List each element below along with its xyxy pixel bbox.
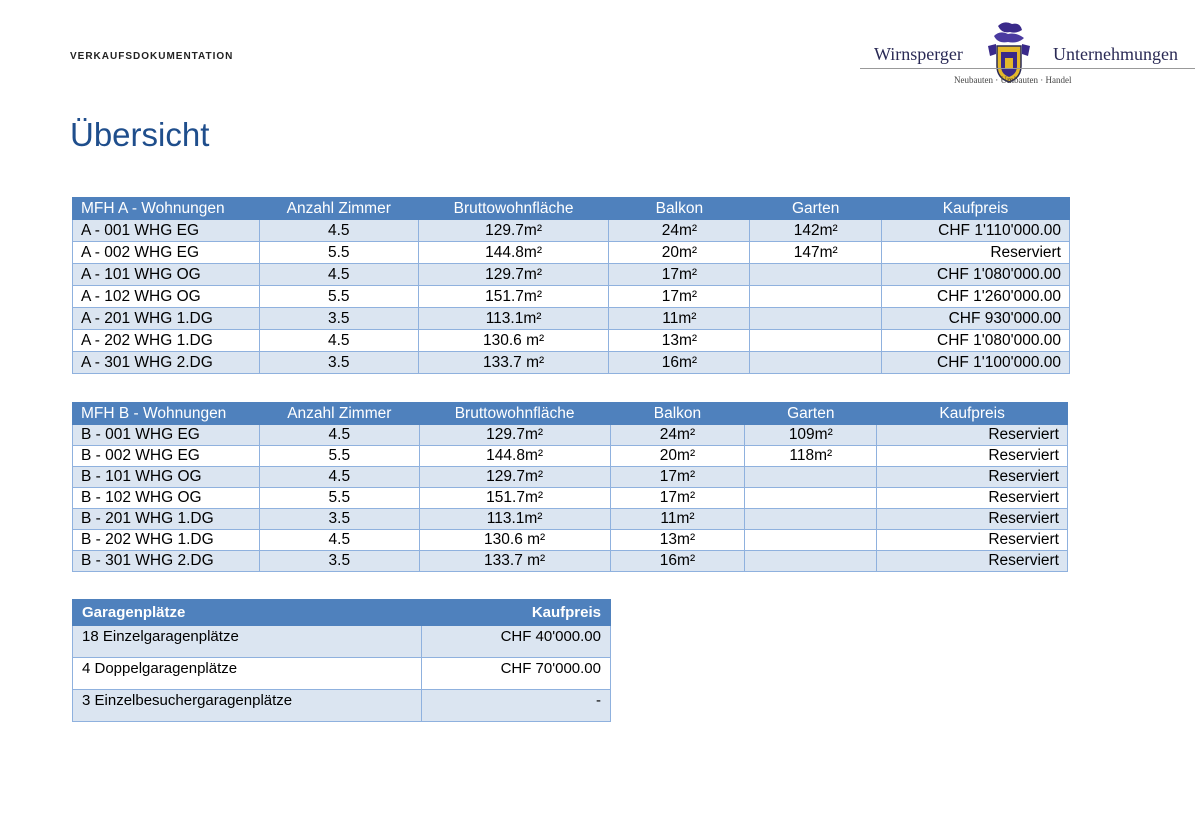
table-cell: - (422, 690, 611, 722)
table-cell: A - 301 WHG 2.DG (73, 352, 260, 374)
table-cell: 3.5 (259, 352, 418, 374)
table-cell: 17m² (609, 264, 750, 286)
table-cell: B - 301 WHG 2.DG (73, 551, 260, 572)
table-cell: 147m² (750, 242, 882, 264)
table-cell: 5.5 (259, 242, 418, 264)
table-cell: CHF 70'000.00 (422, 658, 611, 690)
table-cell: A - 102 WHG OG (73, 286, 260, 308)
table-row (73, 425, 1068, 446)
logo-divider (860, 68, 1195, 69)
table-cell: 20m² (609, 242, 750, 264)
logo-word-2: Unternehmungen (1053, 44, 1178, 64)
table-header-row (73, 198, 1070, 220)
column-header: Balkon (610, 403, 745, 425)
table-row (73, 330, 1070, 352)
table-cell: 18 Einzelgaragenplätze (73, 626, 422, 658)
table-cell: 11m² (610, 509, 745, 530)
table-cell: 4.5 (259, 220, 418, 242)
company-logo (860, 20, 1195, 90)
table-cell: Reserviert (877, 530, 1068, 551)
table-cell: 3.5 (259, 308, 418, 330)
table-row (73, 264, 1070, 286)
doc-label: VERKAUFSDOKUMENTATION (70, 51, 234, 62)
table-cell: 130.6 m² (418, 330, 609, 352)
column-header: Balkon (609, 198, 750, 220)
column-header: Bruttowohnfläche (418, 198, 609, 220)
column-header: MFH B - Wohnungen (73, 403, 260, 425)
table-cell: 20m² (610, 446, 745, 467)
column-header: Kaufpreis (422, 600, 611, 626)
column-header: Garten (745, 403, 877, 425)
table-cell: Reserviert (877, 425, 1068, 446)
table-cell: 113.1m² (418, 308, 609, 330)
column-header: Kaufpreis (882, 198, 1070, 220)
table-row (73, 509, 1068, 530)
table-row (73, 352, 1070, 374)
table-row (73, 242, 1070, 264)
table-cell: A - 201 WHG 1.DG (73, 308, 260, 330)
table-cell: 3 Einzelbesuchergaragenplätze (73, 690, 422, 722)
column-header: Anzahl Zimmer (259, 198, 418, 220)
table-cell: 5.5 (259, 488, 419, 509)
table-cell: 17m² (609, 286, 750, 308)
table-cell: 118m² (745, 446, 877, 467)
table-cell: 129.7m² (419, 467, 610, 488)
table-cell: Reserviert (877, 467, 1068, 488)
table-cell: CHF 40'000.00 (422, 626, 611, 658)
table-cell: B - 002 WHG EG (73, 446, 260, 467)
table-cell: 3.5 (259, 551, 419, 572)
column-header: Garten (750, 198, 882, 220)
table-cell: 109m² (745, 425, 877, 446)
table-row (73, 626, 611, 658)
table-cell: A - 002 WHG EG (73, 242, 260, 264)
table-cell: 4.5 (259, 264, 418, 286)
table-cell: 5.5 (259, 446, 419, 467)
table-cell: 113.1m² (419, 509, 610, 530)
table-cell: B - 202 WHG 1.DG (73, 530, 260, 551)
table-cell: 24m² (609, 220, 750, 242)
table-header-row (73, 403, 1068, 425)
table-mfh-a (72, 197, 1070, 374)
table-cell: 144.8m² (419, 446, 610, 467)
table-row (73, 467, 1068, 488)
table-cell: B - 101 WHG OG (73, 467, 260, 488)
table-cell (745, 530, 877, 551)
table-cell (750, 352, 882, 374)
table-cell: 4.5 (259, 467, 419, 488)
table-cell: 13m² (610, 530, 745, 551)
table-cell: 3.5 (259, 509, 419, 530)
table-cell: Reserviert (877, 488, 1068, 509)
column-header: Garagenplätze (73, 600, 422, 626)
column-header: Bruttowohnfläche (419, 403, 610, 425)
table-cell: 17m² (610, 488, 745, 509)
table-cell: 129.7m² (419, 425, 610, 446)
logo-word-1: Wirnsperger (874, 44, 963, 64)
table-mfh-b (72, 402, 1068, 572)
table-cell: Reserviert (882, 242, 1070, 264)
table-cell: 129.7m² (418, 220, 609, 242)
table-cell: 16m² (609, 352, 750, 374)
table-cell: A - 202 WHG 1.DG (73, 330, 260, 352)
table-cell: 144.8m² (418, 242, 609, 264)
table-cell: 4.5 (259, 425, 419, 446)
table-cell: CHF 1'260'000.00 (882, 286, 1070, 308)
table-cell: A - 101 WHG OG (73, 264, 260, 286)
table-row (73, 551, 1068, 572)
table-cell: CHF 1'080'000.00 (882, 330, 1070, 352)
table-cell (745, 467, 877, 488)
table-garagen (72, 599, 611, 722)
table-cell: 4.5 (259, 330, 418, 352)
table-cell: 16m² (610, 551, 745, 572)
table-row (73, 446, 1068, 467)
table-row (73, 286, 1070, 308)
table-cell: 142m² (750, 220, 882, 242)
table-row (73, 658, 611, 690)
table-row (73, 220, 1070, 242)
table-cell: CHF 930'000.00 (882, 308, 1070, 330)
table-cell: 4 Doppelgaragenplätze (73, 658, 422, 690)
table-cell: 5.5 (259, 286, 418, 308)
table-row (73, 530, 1068, 551)
table-cell: 13m² (609, 330, 750, 352)
table-cell: 133.7 m² (419, 551, 610, 572)
table-cell: 4.5 (259, 530, 419, 551)
table-cell: A - 001 WHG EG (73, 220, 260, 242)
table-cell (750, 264, 882, 286)
logo-tagline: Neubauten · Umbauten · Handel (954, 75, 1072, 85)
table-header-row (73, 600, 611, 626)
column-header: Kaufpreis (877, 403, 1068, 425)
table-cell: Reserviert (877, 446, 1068, 467)
table-cell: B - 001 WHG EG (73, 425, 260, 446)
table-cell: 130.6 m² (419, 530, 610, 551)
table-cell: 151.7m² (418, 286, 609, 308)
table-cell: B - 102 WHG OG (73, 488, 260, 509)
table-cell: 133.7 m² (418, 352, 609, 374)
table-row (73, 308, 1070, 330)
table-cell (750, 286, 882, 308)
table-cell: CHF 1'100'000.00 (882, 352, 1070, 374)
table-cell (750, 308, 882, 330)
table-cell (745, 509, 877, 530)
table-cell: 24m² (610, 425, 745, 446)
table-cell (750, 330, 882, 352)
table-cell: Reserviert (877, 509, 1068, 530)
table-cell: CHF 1'110'000.00 (882, 220, 1070, 242)
table-cell: Reserviert (877, 551, 1068, 572)
table-cell (745, 488, 877, 509)
table-cell: 17m² (610, 467, 745, 488)
column-header: Anzahl Zimmer (259, 403, 419, 425)
table-cell (745, 551, 877, 572)
table-cell: 151.7m² (419, 488, 610, 509)
table-cell: B - 201 WHG 1.DG (73, 509, 260, 530)
page-title: Übersicht (70, 116, 210, 153)
column-header: MFH A - Wohnungen (73, 198, 260, 220)
table-cell: 11m² (609, 308, 750, 330)
table-row (73, 690, 611, 722)
table-cell: 129.7m² (418, 264, 609, 286)
table-cell: CHF 1'080'000.00 (882, 264, 1070, 286)
table-row (73, 488, 1068, 509)
